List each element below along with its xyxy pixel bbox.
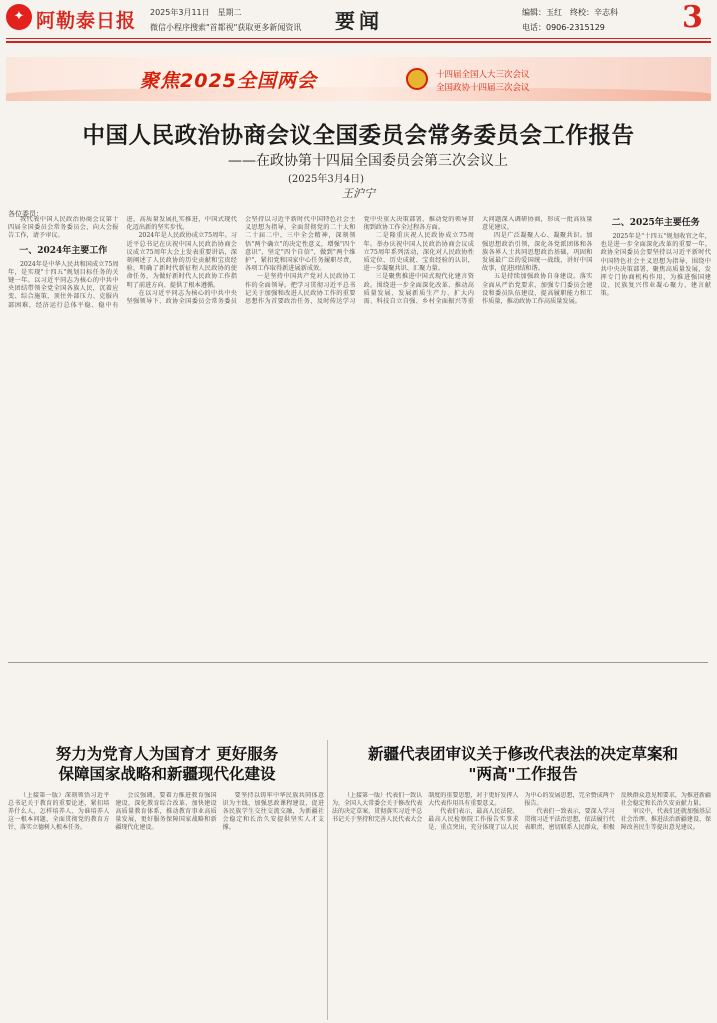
section-title: 要闻 — [335, 9, 383, 33]
delegation-article-title — [335, 744, 711, 784]
banner-wave-decoration — [6, 87, 711, 101]
paragraph: 在以习近平同志为核心的中共中央坚强领导下，政协全国委员会常务委员会坚持以习近平新时代中国特色社会主义思想为指导，全面贯彻党的二十大和二十届二中、三中全会精神，深刻领悟"两个确立"的决定性意义，增强"四个意识"、坚定"四个自信"、做到"两个维护"，紧扣党和国家中心任务履职尽责，各项工作取得新进展新成效。 — [126, 216, 356, 306]
banner-title: 聚焦2025全国两会 — [140, 70, 317, 92]
paragraph: 二是隆重庆祝人民政协成立75周年。举办庆祝中国人民政治协商会议成立75周年系列活动，深化对人民政协性质定位、历史成就、宝贵经验的认识，进一步凝聚共识、汇聚力量。 — [363, 232, 474, 273]
newspaper-logo — [6, 4, 146, 30]
header-rule-bottom — [6, 41, 711, 43]
logo-emblem-icon: ✦ — [6, 4, 32, 30]
education-article-title — [12, 744, 322, 784]
title-line: 新疆代表团审议关于修改代表法的决定草案和 — [367, 745, 678, 763]
paragraph: （上接第一版）深刻领悟习近平总书记关于教育的重要论述，紧扣培养什么人、怎样培养人、为谁培养人这一根本问题，全面贯彻党的教育方针，落实立德树人根本任务。 — [8, 792, 110, 831]
editors-credit: 编辑：玉红 终校：辛志科 — [522, 8, 618, 17]
report-date: (2025年3月4日) — [288, 174, 364, 185]
national-emblem-icon — [406, 68, 428, 90]
banner-subtitle-npc: 十四届全国人大三次会议 — [436, 70, 530, 80]
paragraph: 一是坚持中国共产党对人民政协工作的全面领导。把学习贯彻习近平总书记关于加强和改进人民政协工作的重要思想作为首要政治任务，及时传达学习党中央重大决策部署，推动党的领导贯彻到政协工作全过程各方面。 — [245, 216, 474, 306]
title-line: 努力为党育人为国育才 更好服务 — [55, 745, 279, 763]
masthead — [0, 0, 717, 38]
author-byline: 王沪宁 — [342, 187, 375, 200]
two-sessions-banner — [6, 57, 711, 101]
paragraph: 我代表中国人民政治协商会议第十四届全国委员会常务委员会，向大会报告工作，请予审议。 — [8, 216, 119, 240]
wechat-note: 微信小程序搜索"首都视"获取更多新闻资讯 — [150, 23, 302, 32]
paragraph: 会议强调，要着力推进教育强国建设，深化教育综合改革，加快建设高质量教育体系，推动教育事业高质量发展，更好服务保障国家战略和新疆现代化建设。 — [115, 792, 217, 831]
paragraph: 代表们表示，最高人民法院、最高人民检察院工作报告实事求是、重点突出，充分体现了以人民为中心的发展思想，完全赞成两个报告。 — [428, 792, 615, 831]
page-number: 3 — [682, 0, 703, 35]
report-body — [8, 216, 711, 662]
column-divider — [327, 740, 328, 1020]
paragraph: 2025年是"十四五"规划收官之年，也是进一步全面深化改革的重要一年。政协全国委员会要坚持以习近平新时代中国特色社会主义思想为指导，围绕中共中央决策部署，聚焦高质量发展，发挥专门协商机构作用，为推进强国建设、民族复兴伟业凝心聚力、建言献策。 — [600, 233, 711, 298]
paragraph: 代表们一致表示，要深入学习贯彻习近平法治思想，依法履行代表职责，密切联系人民群众，积极反映群众意见和要求，为推进新疆社会稳定和长治久安贡献力量。 — [524, 792, 711, 831]
education-article-body — [8, 792, 324, 1020]
headline: 中国人民政治协商会议全国委员会常务委员会工作报告 — [82, 123, 635, 149]
section-heading-2: 二、2025年主要任务 — [611, 218, 700, 228]
paragraph: 审议中，代表们还就加强基层社会治理、推进法治新疆建设、保障改善民生等提出意见建议。 — [620, 808, 711, 831]
delegation-article-body — [332, 792, 711, 1020]
paragraph: 2024年是人民政协成立75周年。习近平总书记在庆祝中国人民政治协商会议成立75周年大会上发表重要讲话，深刻阐述了人民政协的历史贡献和宝贵经验，明确了新时代新征程人民政协的使命任务，为做好新时代人民政协工作指明了前进方向、提供了根本遵循。 — [126, 232, 237, 289]
paragraph: 三是聚焦推进中国式现代化建言资政。围绕进一步全面深化改革、推动高质量发展、发展新质生产力、扩大内需、科技自立自强、乡村全面振兴等重大问题深入调研协商，形成一批高质量意见建议。 — [363, 216, 593, 306]
banner-subtitle-cppcc: 全国政协十四届三次会议 — [436, 83, 530, 93]
title-line: 保障国家战略和新疆现代化建设 — [58, 765, 276, 783]
article-divider — [8, 662, 708, 663]
paragraph: 四是广泛凝聚人心、凝聚共识。加强思想政治引领，深化各党派团体和各族各界人士共同思想政治基础，巩固和发展最广泛的爱国统一战线，讲好中国故事，促进团结和谐。 — [482, 232, 593, 273]
paragraph: 2024年是中华人民共和国成立75周年，是实现"十四五"规划目标任务的关键一年。以习近平同志为核心的中共中央团结带领全党全国各族人民，沉着应变、综合施策，顶住外部压力、克服内部困难，经济运行总体平稳、稳中有进，高质量发展扎实推进，中国式现代化迈出新的坚实步伐。 — [8, 216, 237, 309]
headline-subtitle: ——在政协第十四届全国委员会第三次会议上 — [228, 153, 508, 169]
header-rule-top — [6, 38, 711, 39]
contact-phone: 电话：0906-2315129 — [522, 23, 605, 32]
title-line: "两高"工作报告 — [468, 765, 578, 783]
section-heading-1: 一、2024年主要工作 — [19, 245, 108, 256]
logo-text: 阿勒泰日报 — [36, 10, 137, 32]
paragraph: 五是持续加强政协自身建设。落实全面从严治党要求，加强专门委员会建设和委员队伍建设，提高履职能力和工作质量，推动政协工作高质量发展。 — [482, 273, 593, 306]
paragraph: 要坚持以铸牢中华民族共同体意识为主线，加强思政课程建设，促进各民族学生交往交流交融，为新疆社会稳定和长治久安提供坚实人才支撑。 — [222, 792, 324, 831]
paragraph: （上接第一版）代表们一致认为，全国人大常委会关于修改代表法的决定草案，贯彻落实习近平总书记关于坚持和完善人民代表大会制度的重要思想，对于更好发挥人大代表作用具有重要意义。 — [332, 792, 519, 823]
greeting: 各位委员： — [8, 210, 43, 218]
issue-date: 2025年3月11日 星期二 — [150, 8, 242, 17]
